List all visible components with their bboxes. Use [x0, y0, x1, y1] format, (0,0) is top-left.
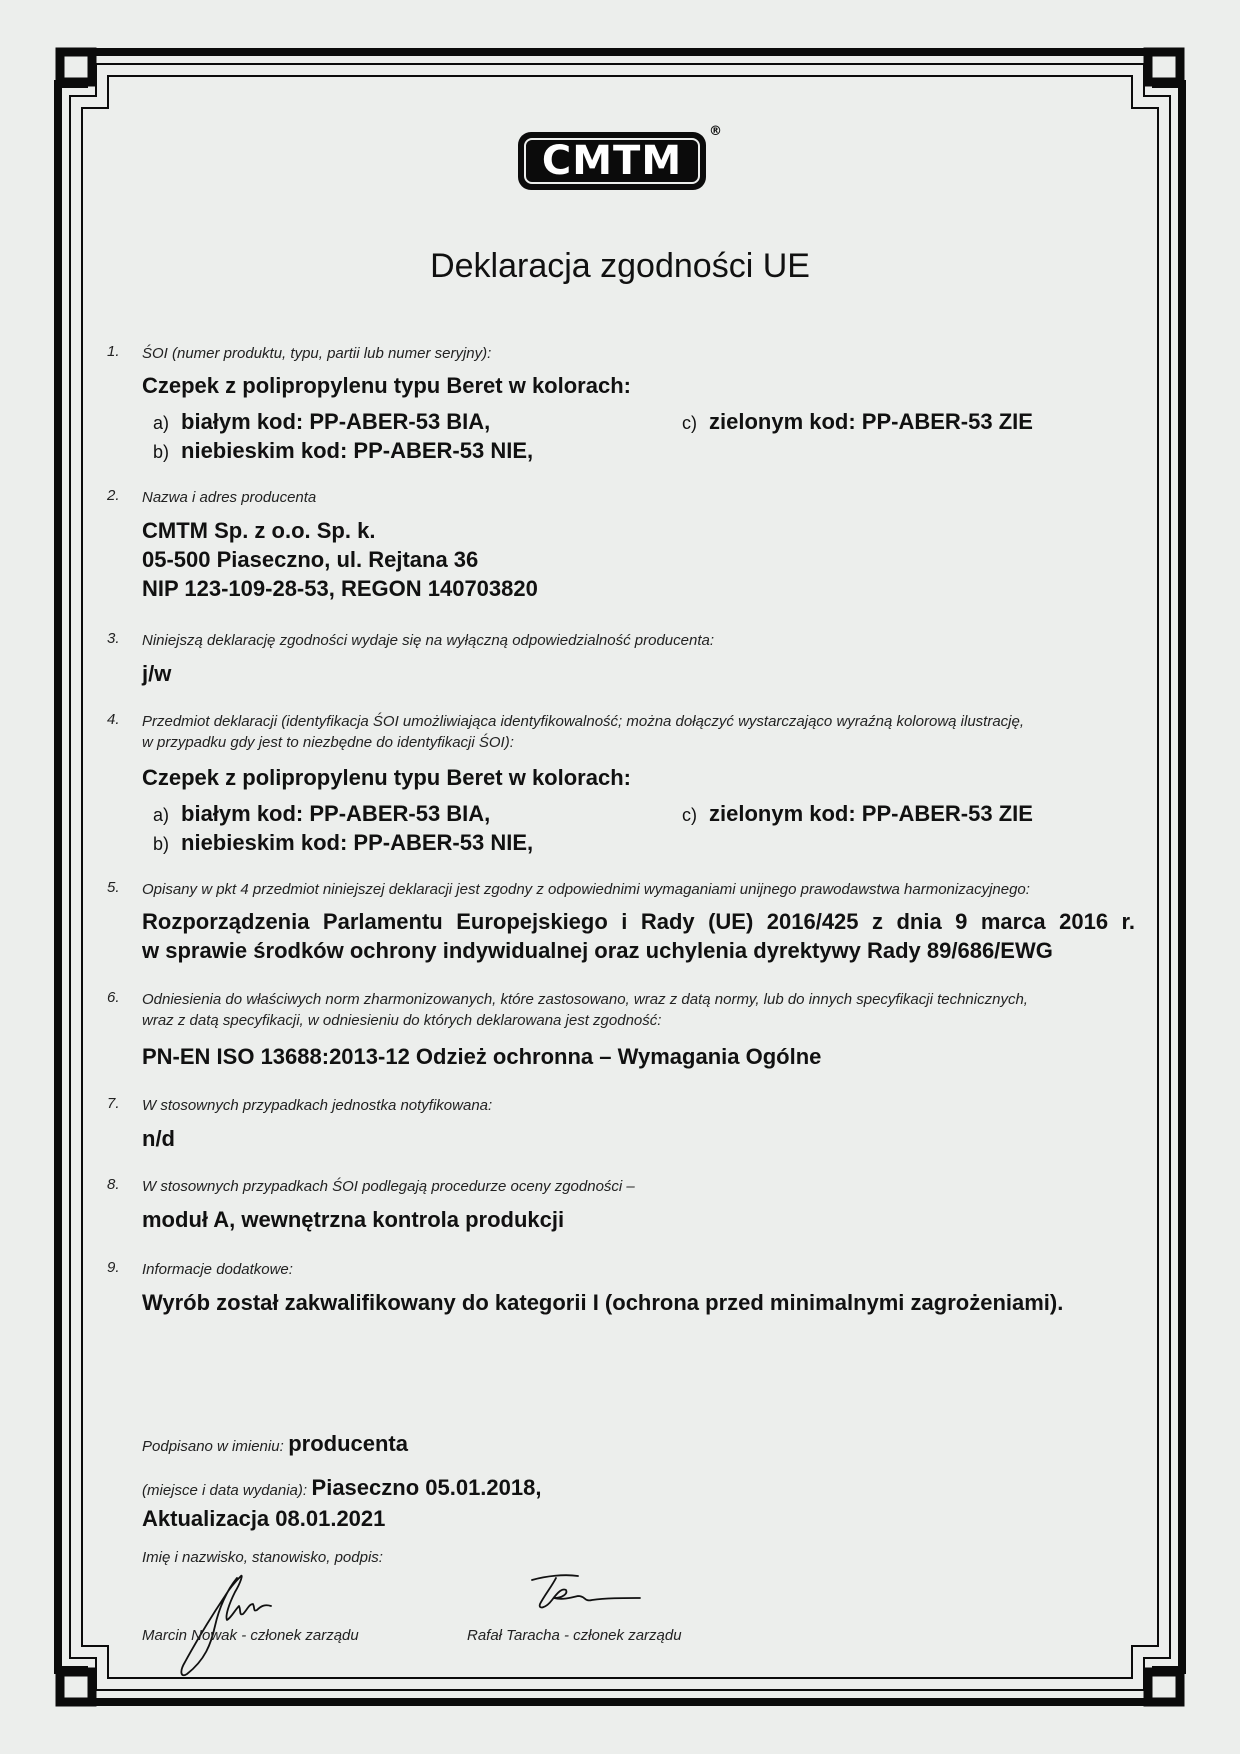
section-label: Odniesienia do właściwych norm zharmonizowanych, które zastosowano, wraz z datą normy, lub do innych specyfikacji technicznych, wraz z datą specyfikacji, w odniesieniu do których deklarowana jest zgodność: — [142, 991, 1028, 1029]
product-line: Czepek z polipropylenu typu Beret w kolorach: — [142, 765, 631, 790]
product-line: Czepek z polipropylenu typu Beret w kolorach: — [142, 373, 631, 398]
section-label: ŚOI (numer produktu, typu, partii lub numer seryjny): — [142, 345, 492, 362]
signatory-name: Rafał Taracha - członek zarządu — [467, 1627, 682, 1644]
document-title: Deklaracja zgodności UE — [430, 247, 810, 285]
section-value: moduł A, wewnętrzna kontrola produkcji — [142, 1207, 565, 1232]
signed-value: producenta — [288, 1431, 408, 1456]
section-value: Wyrób został zakwalifikowany do kategorii I (ochrona przed minimalnymi zagrożeniami). — [142, 1290, 1064, 1315]
option-c: c) zielonym kod: PP-ABER-53 ZIE — [682, 409, 1033, 434]
section-number: 5. — [107, 879, 120, 896]
section-value: n/d — [142, 1126, 175, 1151]
logo-text: CMTM — [541, 138, 683, 184]
section-number: 4. — [107, 711, 120, 728]
place-and-date — [142, 1475, 541, 1501]
section-number: 7. — [107, 1095, 120, 1112]
update-date: Aktualizacja 08.01.2021 — [142, 1506, 386, 1531]
producer-address: 05-500 Piaseczno, ul. Rejtana 36 — [142, 547, 479, 572]
section-number: 6. — [107, 989, 120, 1006]
standard-reference: PN-EN ISO 13688:2013-12 Odzież ochronna – Wymagania Ogólne — [142, 1044, 822, 1069]
section-label: Opisany w pkt 4 przedmiot niniejszej deklaracji jest zgodny z odpowiednimi wymaganiami unijnego prawodawstwa harmonizacyjnego: — [142, 881, 1030, 898]
section-label: Informacje dodatkowe: — [142, 1261, 293, 1278]
regulation-line-1: Rozporządzenia Parlamentu Europejskiego i Rady (UE) 2016/425 z dnia 9 marca 2016 r. — [142, 909, 1135, 934]
company-logo — [518, 124, 722, 192]
signature-marcin-nowak — [175, 1568, 305, 1680]
section-number: 9. — [107, 1259, 120, 1276]
signature-rafal-taracha — [522, 1568, 647, 1620]
signatory-name: Marcin Nowak - członek zarządu — [142, 1627, 359, 1644]
place-label: (miejsce i data wydania): — [142, 1482, 308, 1499]
option-b: b) niebieskim kod: PP-ABER-53 NIE, — [153, 830, 534, 855]
names-label: Imię i nazwisko, stanowisko, podpis: — [142, 1549, 383, 1566]
registered-mark: ® — [709, 124, 722, 139]
section-label: Nazwa i adres producenta — [142, 489, 317, 506]
signed-label: Podpisano w imieniu: — [142, 1438, 284, 1455]
section-label: W stosownych przypadkach ŚOI podlegają procedurze oceny zgodności – — [142, 1178, 635, 1195]
section-label: W stosownych przypadkach jednostka notyfikowana: — [142, 1097, 493, 1114]
producer-ids: NIP 123-109-28-53, REGON 140703820 — [142, 576, 538, 601]
section-value: j/w — [142, 661, 172, 686]
option-b: b) niebieskim kod: PP-ABER-53 NIE, — [153, 438, 534, 463]
option-a: a) białym kod: PP-ABER-53 BIA, — [153, 409, 491, 434]
producer-name: CMTM Sp. z o.o. Sp. k. — [142, 518, 376, 543]
section-number: 2. — [107, 487, 120, 504]
option-c: c) zielonym kod: PP-ABER-53 ZIE — [682, 801, 1033, 826]
option-a: a) białym kod: PP-ABER-53 BIA, — [153, 801, 491, 826]
section-number: 1. — [107, 343, 120, 360]
section-number: 3. — [107, 630, 120, 647]
regulation-line-2: w sprawie środków ochrony indywidualnej oraz uchylenia dyrektywy Rady 89/686/EWG — [142, 938, 1053, 963]
section-label: Przedmiot deklaracji (identyfikacja ŚOI umożliwiająca identyfikowalność; można dołączyć wystarczająco wyraźną kolorową ilustrację, w przypadku gdy jest to niezbędne do identyfikacji ŚOI): — [142, 713, 1025, 751]
place-value: Piaseczno 05.01.2018, — [311, 1475, 542, 1500]
section-label: Niniejszą deklarację zgodności wydaje się na wyłączną odpowiedzialność producenta: — [142, 632, 714, 649]
signed-on-behalf — [142, 1431, 408, 1457]
section-number: 8. — [107, 1176, 120, 1193]
